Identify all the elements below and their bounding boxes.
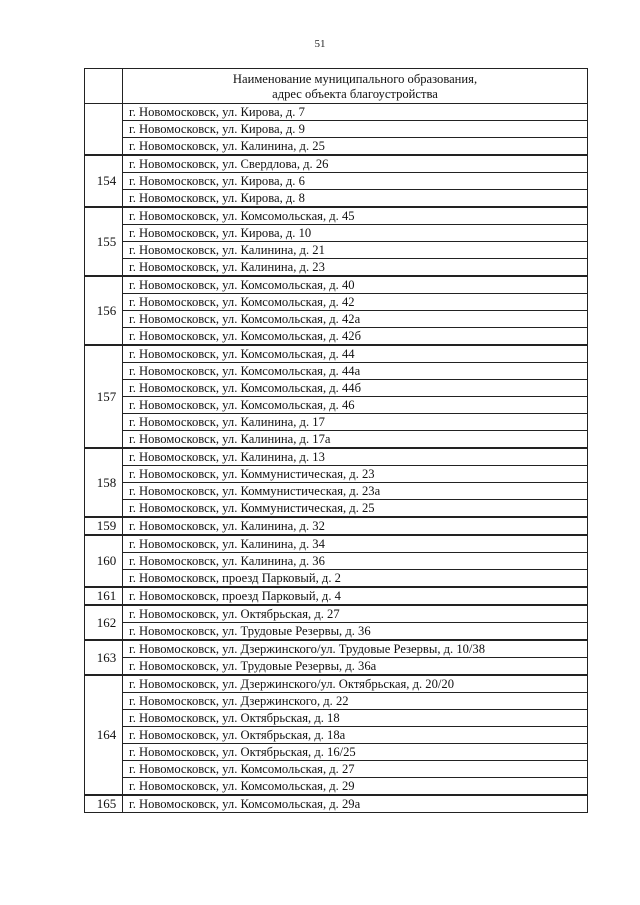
table-row — [85, 414, 588, 431]
address-cell: г. Новомосковск, ул. Дзержинского, д. 22 — [123, 693, 588, 710]
address-cell: г. Новомосковск, ул. Калинина, д. 21 — [123, 242, 588, 259]
row-number-cell: 162 — [85, 605, 123, 640]
address-cell: г. Новомосковск, ул. Коммунистическая, д. 23 — [123, 466, 588, 483]
table-row — [85, 623, 588, 641]
address-cell: г. Новомосковск, ул. Комсомольская, д. 45 — [123, 207, 588, 225]
address-cell: г. Новомосковск, ул. Комсомольская, д. 42б — [123, 328, 588, 346]
address-cell: г. Новомосковск, ул. Комсомольская, д. 29а — [123, 795, 588, 813]
table-row — [85, 517, 588, 535]
address-cell: г. Новомосковск, проезд Парковый, д. 4 — [123, 587, 588, 605]
table-row — [85, 675, 588, 693]
address-cell: г. Новомосковск, ул. Калинина, д. 13 — [123, 448, 588, 466]
address-cell: г. Новомосковск, ул. Комсомольская, д. 46 — [123, 397, 588, 414]
address-cell: г. Новомосковск, ул. Кирова, д. 7 — [123, 104, 588, 121]
row-number-cell: 158 — [85, 448, 123, 517]
address-cell: г. Новомосковск, ул. Калинина, д. 25 — [123, 138, 588, 156]
address-cell: г. Новомосковск, ул. Кирова, д. 8 — [123, 190, 588, 208]
row-number-cell: 161 — [85, 587, 123, 605]
table-row — [85, 155, 588, 173]
address-cell: г. Новомосковск, ул. Кирова, д. 10 — [123, 225, 588, 242]
address-cell: г. Новомосковск, ул. Кирова, д. 9 — [123, 121, 588, 138]
address-cell: г. Новомосковск, ул. Октябрьская, д. 27 — [123, 605, 588, 623]
table-row — [85, 466, 588, 483]
address-cell: г. Новомосковск, ул. Комсомольская, д. 44а — [123, 363, 588, 380]
header-number-cell — [85, 69, 123, 104]
table-row — [85, 397, 588, 414]
address-cell: г. Новомосковск, ул. Свердлова, д. 26 — [123, 155, 588, 173]
address-cell: г. Новомосковск, ул. Октябрьская, д. 18а — [123, 727, 588, 744]
table-row — [85, 693, 588, 710]
table-row — [85, 173, 588, 190]
address-cell: г. Новомосковск, ул. Калинина, д. 17 — [123, 414, 588, 431]
address-cell: г. Новомосковск, ул. Кирова, д. 6 — [123, 173, 588, 190]
table-row — [85, 259, 588, 277]
address-cell: г. Новомосковск, ул. Калинина, д. 36 — [123, 553, 588, 570]
table-row — [85, 294, 588, 311]
table-row — [85, 535, 588, 553]
table-row — [85, 121, 588, 138]
address-cell: г. Новомосковск, ул. Коммунистическая, д. 25 — [123, 500, 588, 518]
table-body — [85, 104, 588, 813]
table-row — [85, 225, 588, 242]
address-cell: г. Новомосковск, ул. Калинина, д. 17а — [123, 431, 588, 449]
table-row — [85, 448, 588, 466]
row-number-cell: 156 — [85, 276, 123, 345]
table-row — [85, 328, 588, 346]
table-row — [85, 727, 588, 744]
address-cell: г. Новомосковск, ул. Комсомольская, д. 27 — [123, 761, 588, 778]
table-row — [85, 207, 588, 225]
table-row — [85, 605, 588, 623]
table-row — [85, 795, 588, 813]
table-row — [85, 640, 588, 658]
row-number-cell — [85, 104, 123, 156]
row-number-cell: 155 — [85, 207, 123, 276]
address-cell: г. Новомосковск, ул. Комсомольская, д. 44 — [123, 345, 588, 363]
header-line-1: Наименование муниципального образования, — [232, 72, 478, 86]
page-number: 51 — [314, 38, 326, 50]
table-row — [85, 744, 588, 761]
address-cell: г. Новомосковск, ул. Комсомольская, д. 29 — [123, 778, 588, 796]
address-cell: г. Новомосковск, ул. Комсомольская, д. 40 — [123, 276, 588, 294]
address-cell: г. Новомосковск, ул. Дзержинского/ул. Трудовые Резервы, д. 10/38 — [123, 640, 588, 658]
address-cell: г. Новомосковск, ул. Комсомольская, д. 42 — [123, 294, 588, 311]
table-row — [85, 311, 588, 328]
address-cell: г. Новомосковск, ул. Комсомольская, д. 44б — [123, 380, 588, 397]
row-number-cell: 154 — [85, 155, 123, 207]
header-title-cell — [123, 69, 588, 104]
table-row — [85, 380, 588, 397]
address-cell: г. Новомосковск, ул. Дзержинского/ул. Октябрьская, д. 20/20 — [123, 675, 588, 693]
table-row — [85, 658, 588, 676]
address-cell: г. Новомосковск, проезд Парковый, д. 2 — [123, 570, 588, 588]
table-row — [85, 190, 588, 208]
row-number-cell: 164 — [85, 675, 123, 795]
table-row — [85, 242, 588, 259]
table-row — [85, 553, 588, 570]
address-cell: г. Новомосковск, ул. Трудовые Резервы, д. 36а — [123, 658, 588, 676]
row-number-cell: 160 — [85, 535, 123, 587]
address-cell: г. Новомосковск, ул. Октябрьская, д. 18 — [123, 710, 588, 727]
table-row — [85, 345, 588, 363]
table-row — [85, 587, 588, 605]
table-row — [85, 104, 588, 121]
row-number-cell: 165 — [85, 795, 123, 813]
row-number-cell: 163 — [85, 640, 123, 675]
table-row — [85, 138, 588, 156]
table-row — [85, 778, 588, 796]
address-cell: г. Новомосковск, ул. Калинина, д. 32 — [123, 517, 588, 535]
address-cell: г. Новомосковск, ул. Калинина, д. 34 — [123, 535, 588, 553]
address-cell: г. Новомосковск, ул. Калинина, д. 23 — [123, 259, 588, 277]
table-row — [85, 500, 588, 518]
row-number-cell: 159 — [85, 517, 123, 535]
row-number-cell: 157 — [85, 345, 123, 448]
table-row — [85, 710, 588, 727]
header-line-2: адрес объекта благоустройства — [272, 87, 438, 101]
address-cell: г. Новомосковск, ул. Октябрьская, д. 16/25 — [123, 744, 588, 761]
table-row — [85, 276, 588, 294]
table-row — [85, 761, 588, 778]
address-cell: г. Новомосковск, ул. Комсомольская, д. 42а — [123, 311, 588, 328]
table-header-row — [85, 69, 588, 104]
table-row — [85, 431, 588, 449]
address-cell: г. Новомосковск, ул. Коммунистическая, д. 23а — [123, 483, 588, 500]
address-table — [84, 68, 588, 813]
address-cell: г. Новомосковск, ул. Трудовые Резервы, д. 36 — [123, 623, 588, 641]
table-row — [85, 483, 588, 500]
table-row — [85, 363, 588, 380]
table-row — [85, 570, 588, 588]
